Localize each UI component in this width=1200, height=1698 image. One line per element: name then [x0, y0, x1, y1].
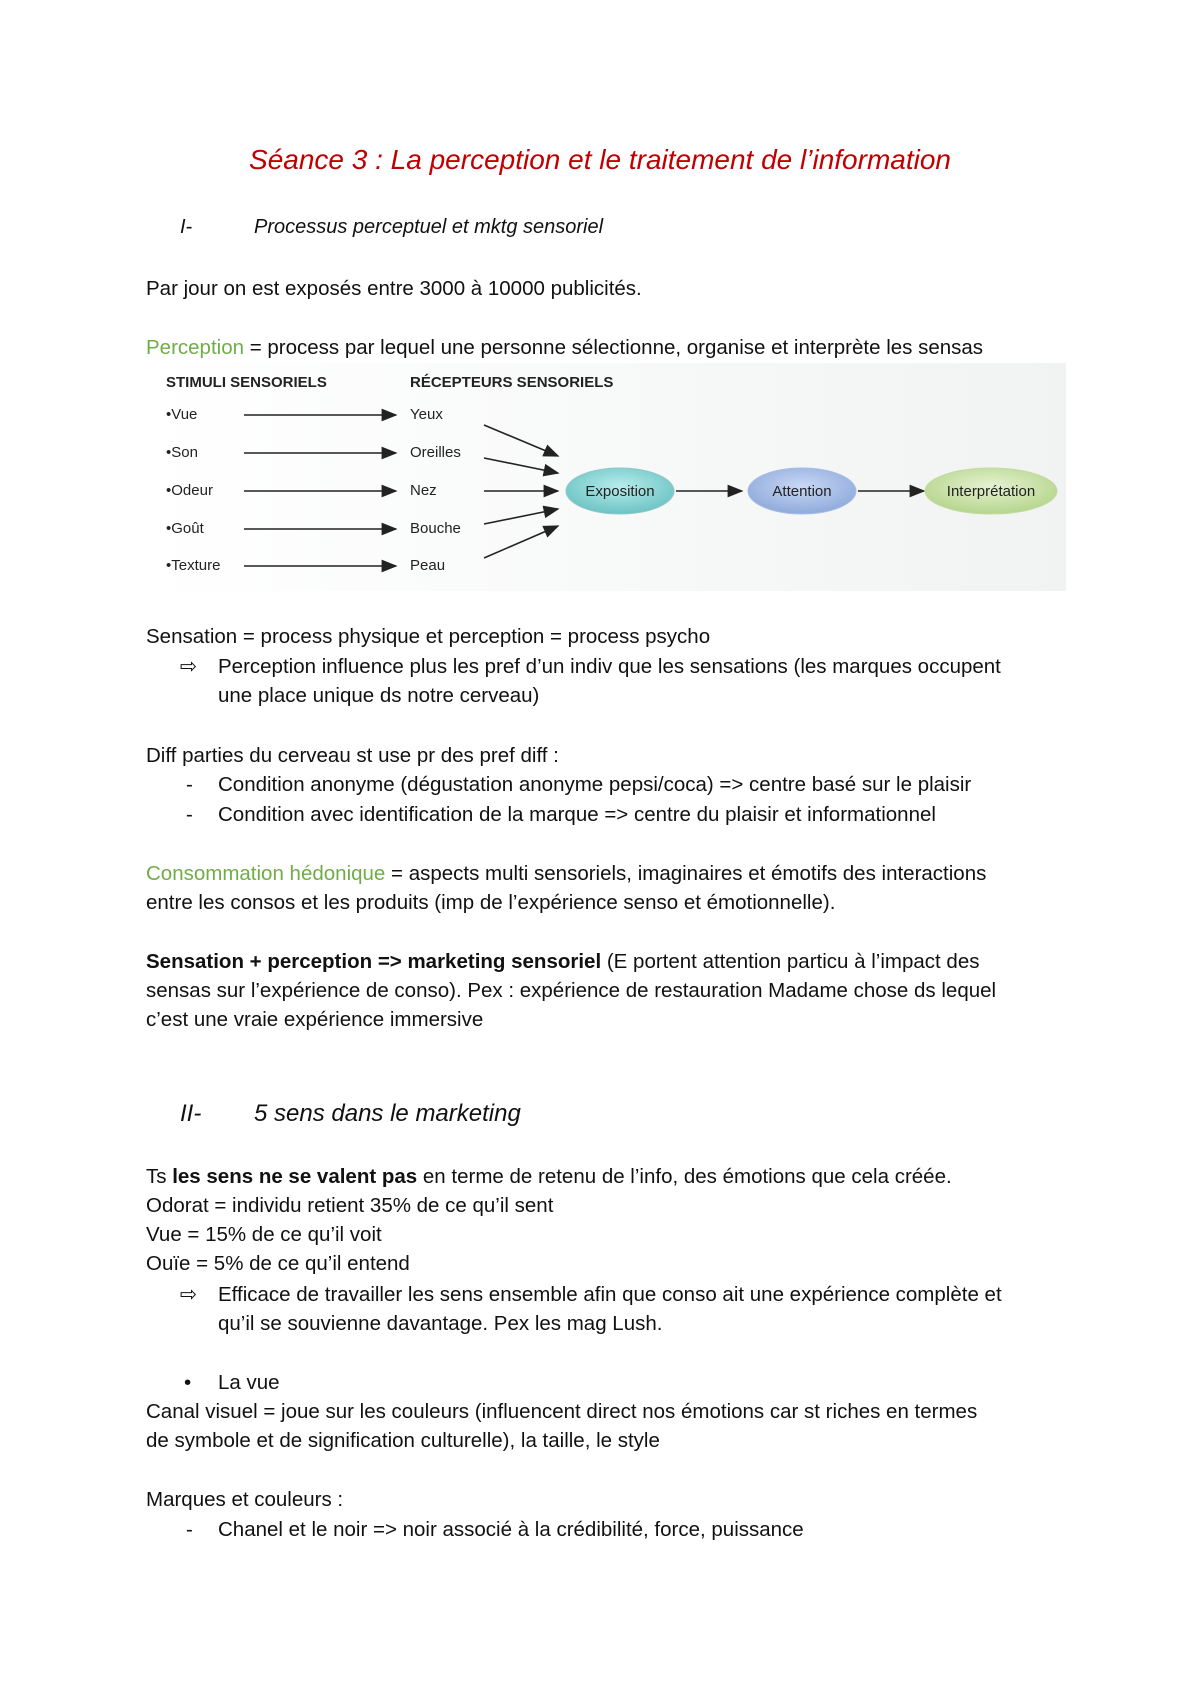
dash-item-chanel: Chanel et le noir => noir associé à la crédibilité, force, puissance — [218, 1518, 804, 1541]
paragraph-exposure: Par jour on est exposés entre 3000 à 10000 publicités. — [146, 277, 642, 300]
stimuli-header: STIMULI SENSORIELS — [166, 374, 327, 391]
bullet-marker: • — [184, 1371, 192, 1394]
section-2-title: 5 sens dans le marketing — [254, 1100, 521, 1127]
perception-definition-text: = process par lequel une personne sélectionne, organise et interprète les sensas — [244, 336, 984, 359]
arrow-marker-1: ⇨ — [180, 655, 198, 678]
stage-exposition-label: Exposition — [585, 483, 655, 500]
dash-item-anonymous: Condition anonyme (dégustation anonyme pepsi/coca) => centre basé sur le plaisir — [218, 773, 972, 796]
dash-item-brand-identification: Condition avec identification de la marque => centre du plaisir et informationnel — [218, 803, 936, 826]
hedonic-definition-text: = aspects multi sensoriels, imaginaires et émotifs des interactions — [385, 862, 987, 885]
term-consommation-hedonique: Consommation hédonique — [146, 862, 386, 885]
section-2-number: II- — [180, 1100, 202, 1127]
bullet-la-vue: La vue — [218, 1371, 280, 1394]
dash-marker-2: - — [186, 803, 193, 826]
senses-prefix: Ts — [146, 1165, 173, 1188]
paragraph-sensation-vs-perception: Sensation = process physique et perception = process psycho — [146, 625, 711, 648]
receptor-bouche: Bouche — [410, 520, 461, 537]
perception-process-diagram — [146, 363, 1066, 591]
term-perception: Perception — [146, 336, 245, 359]
page-title: Séance 3 : La perception et le traitement de l’information — [249, 144, 951, 175]
arrow-item-2-line-1: Efficace de travailler les sens ensemble afin que conso ait une expérience complète et — [218, 1283, 1002, 1306]
stimulus-gout: •Goût — [166, 520, 204, 537]
paragraph-sensory-marketing-line-1 — [146, 948, 979, 976]
paragraph-brain-parts: Diff parties du cerveau st use pr des pref diff : — [146, 744, 559, 767]
dash-marker-1: - — [186, 773, 193, 796]
receptor-peau: Peau — [410, 557, 446, 574]
arrow-item-1-line-1: Perception influence plus les pref d’un indiv que les sensations (les marques occupent — [218, 655, 1001, 678]
stimulus-odeur: •Odeur — [166, 482, 213, 499]
receptors-header: RÉCEPTEURS SENSORIELS — [410, 374, 614, 391]
paragraph-canal-visuel-line-1: Canal visuel = joue sur les couleurs (influencent direct nos émotions car st riches en termes — [146, 1400, 978, 1423]
section-1-title: Processus perceptuel et mktg sensoriel — [254, 216, 604, 238]
section-1-number: I- — [180, 216, 193, 238]
paragraph-sensory-marketing-line-3: c’est une vraie expérience immersive — [146, 1008, 484, 1031]
receptor-oreilles: Oreilles — [410, 444, 461, 461]
term-sensory-marketing: Sensation + perception => marketing sensoriel — [146, 950, 602, 973]
stimulus-texture: •Texture — [166, 557, 221, 574]
senses-bold: les sens ne se valent pas — [172, 1165, 418, 1188]
stage-interpretation-label: Interprétation — [946, 483, 1036, 500]
arrow-item-1-line-2: une place unique ds notre cerveau) — [218, 684, 540, 707]
paragraph-hedonic-line-2: entre les consos et les produits (imp de l’expérience senso et émotionnelle). — [146, 891, 836, 914]
arrow-item-2-line-2: qu’il se souvienne davantage. Pex les mag Lush. — [218, 1312, 663, 1335]
paragraph-odorat: Odorat = individu retient 35% de ce qu’il sent — [146, 1194, 554, 1217]
paragraph-ouie: Ouïe = 5% de ce qu’il entend — [146, 1252, 410, 1275]
receptor-yeux: Yeux — [410, 406, 443, 423]
paragraph-sensory-marketing-line-2: sensas sur l’expérience de conso). Pex : expérience de restauration Madame chose ds lequel — [146, 979, 997, 1002]
paragraph-vue: Vue = 15% de ce qu’il voit — [146, 1223, 382, 1246]
paragraph-senses-not-equal — [146, 1163, 952, 1191]
senses-rest: en terme de retenu de l’info, des émotions que cela créée. — [417, 1165, 952, 1188]
arrow-marker-2: ⇨ — [180, 1283, 198, 1306]
stage-attention-label: Attention — [772, 483, 832, 500]
stimulus-vue: •Vue — [166, 406, 198, 423]
paragraph-brands-colors: Marques et couleurs : — [146, 1488, 344, 1511]
paragraph-canal-visuel-line-2: de symbole et de signification culturelle), la taille, le style — [146, 1429, 660, 1452]
sensory-marketing-text: (E portent attention particu à l’impact des — [601, 950, 980, 973]
paragraph-hedonic-line-1 — [146, 860, 986, 888]
dash-marker-3: - — [186, 1518, 193, 1541]
stimulus-son: •Son — [166, 444, 198, 461]
receptor-nez: Nez — [410, 482, 437, 499]
paragraph-perception-definition — [146, 334, 983, 362]
